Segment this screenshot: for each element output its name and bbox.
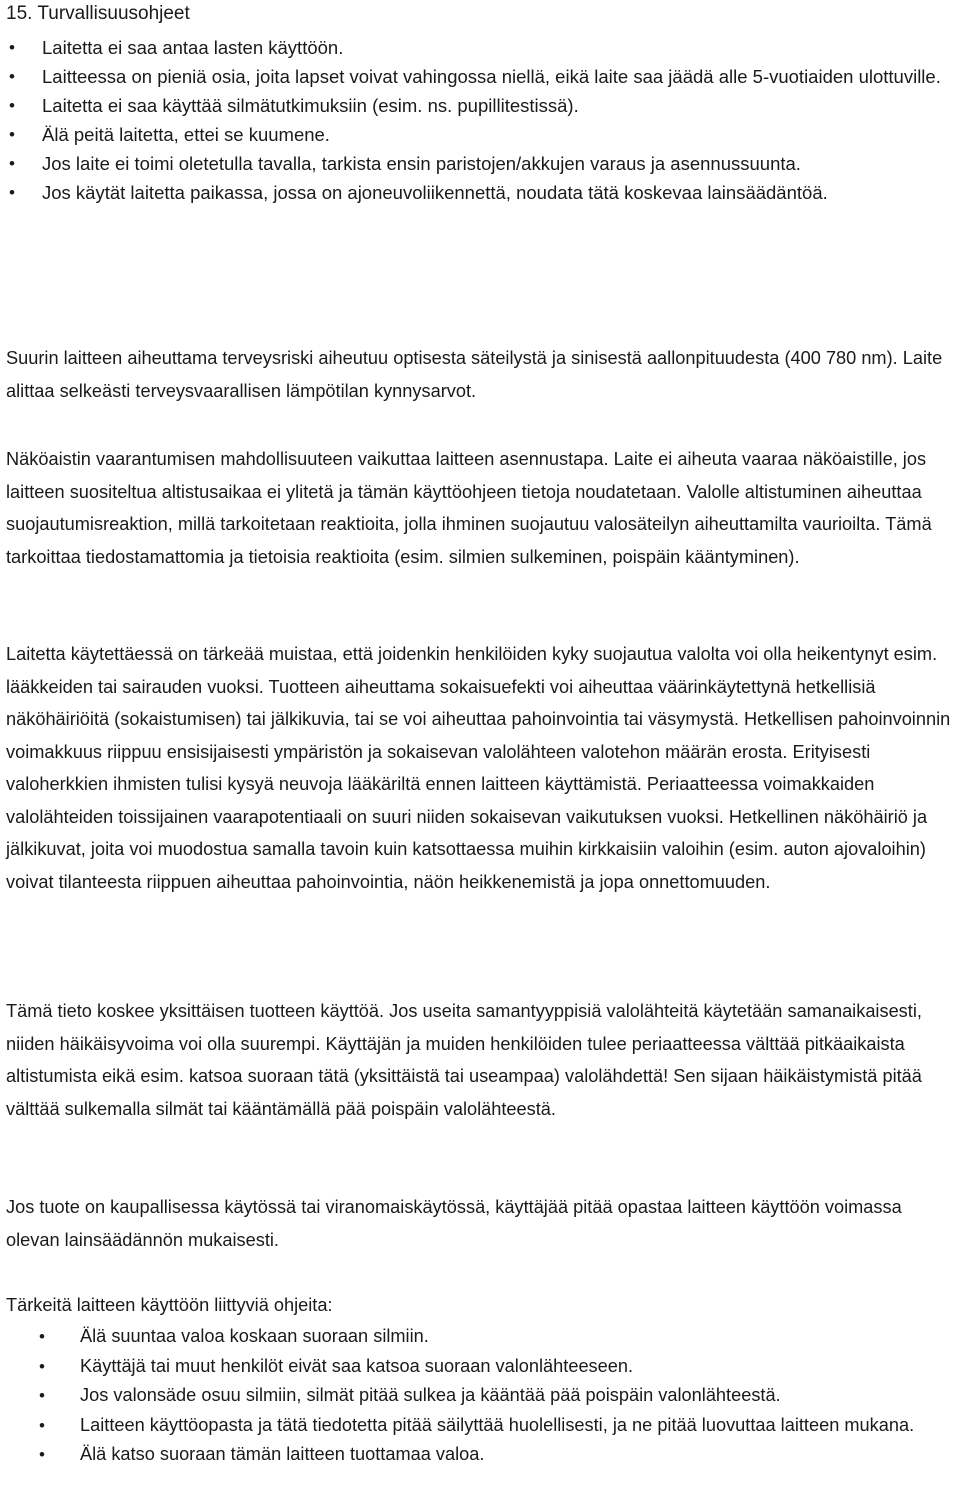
list-item	[0, 120, 960, 149]
list-item	[0, 149, 960, 178]
list-item	[0, 1322, 960, 1352]
glare-effects-paragraph: Laitetta käytettäessä on tärkeää muistaa, että joidenkin henkilöiden kyky suojautua valolta voi olla heikentynyt esim. lääkkeiden tai sairauden vuoksi. Tuotteen aiheuttama sokaisuefekti voi aiheuttaa väärinkäytettynä hetkellisiä näköhäiriöitä (sokaistumisen) tai jälkikuvia, tai se voi aiheuttaa pahoinvointia tai väsymystä. Hetkellisen pahoinvoinnin voimakkuus riippuu ensisijaisesti ympäristön ja sokaisevan valolähteen valotehon määrän erosta. Erityisesti valoherkkien ihmisten tulisi kysyä neuvoja lääkäriltä ennen laitteen käyttämistä. Periaatteessa voimakkaiden valolähteiden toissijainen vaarapotentiaali on suuri niiden sokaisevan vaikutuksen vuoksi. Hetkellinen näköhäiriö ja jälkikuvat, joita voi muodostua samalla tavoin kuin katsottaessa muihin kirkkaisiin valoihin (esim. auton ajovaloihin) voivat tilanteesta riippuen aiheuttaa pahoinvointia, näön heikkenemistä ja jopa onnettomuuden.	[6, 644, 951, 892]
list-item-text: Laitteessa on pieniä osia, joita lapset voivat vahingossa niellä, eikä laite saa jäädä alle 5-vuotiaiden ulottuville.	[42, 66, 941, 87]
multiple-sources-paragraph: Tämä tieto koskee yksittäisen tuotteen käyttöä. Jos useita samantyyppisiä valolähteitä käytetään samanaikaisesti, niiden häikäisyvoima voi olla suurempi. Käyttäjän ja muiden henkilöiden tulee periaatteessa välttää pitkäaikaista altistumista eikä esim. katsoa suoraan tätä (yksittäistä tai useampaa) valolähdettä! Sen sijaan häikäistymistä pitää välttää sulkemalla silmät tai kääntämällä pää poispäin valolähteestä.	[6, 1001, 922, 1119]
vision-risk-paragraph: Näköaistin vaarantumisen mahdollisuuteen vaikuttaa laitteen asennustapa. Laite ei aiheuta vaaraa näköaistille, jos laitteen suositeltua altistusaikaa ei ylitetä ja tämän käyttöohjeen tietoja noudatetaan. Valolle altistuminen aiheuttaa suojautumisreaktion, millä tarkoitetaan reaktioita, jolla ihminen suojautuu valosäteilyn aiheuttamilta vaurioilta. Tämä tarkoittaa tiedostamattomia ja tietoisia reaktioita (esim. silmien sulkeminen, poispäin kääntyminen).	[6, 449, 932, 567]
bullet-icon: •	[9, 96, 15, 115]
list-item-text: Älä katso suoraan tämän laitteen tuottamaa valoa.	[80, 1444, 485, 1464]
health-risk-paragraph: Suurin laitteen aiheuttama terveysriski aiheutuu optisesta säteilystä ja sinisestä aallonpituudesta (400 780 nm). Laite alittaa selkeästi terveysvaarallisen lämpötilan kynnysarvot.	[6, 348, 943, 401]
list-item	[0, 91, 960, 120]
bullet-icon: •	[39, 1386, 45, 1405]
list-item-text: Laitteen käyttöopasta ja tätä tiedotetta pitää säilyttää huolellisesti, ja ne pitää luovuttaa laitteen mukana.	[80, 1414, 915, 1435]
bullet-icon: •	[9, 125, 15, 144]
list-item	[0, 1352, 960, 1382]
list-item	[0, 33, 960, 62]
list-item	[0, 1381, 960, 1411]
list-item	[0, 62, 960, 91]
bullet-icon: •	[39, 1356, 45, 1376]
bullet-icon: •	[9, 154, 15, 173]
list-item-text: Jos valonsäde osuu silmiin, silmät pitää sulkea ja kääntää pää poispäin valonlähteestä.	[80, 1385, 781, 1405]
commercial-use-paragraph: Jos tuote on kaupallisessa käytössä tai viranomaiskäytössä, käyttäjää pitää opastaa laitteen käyttöön voimassa olevan lainsäädännön mukaisesti.	[6, 1197, 902, 1250]
list-item	[0, 1440, 960, 1470]
instructions-intro: Tärkeitä laitteen käyttöön liittyviä ohjeita:	[6, 1295, 333, 1315]
list-item	[0, 1411, 960, 1441]
list-item-text: Käyttäjä tai muut henkilöt eivät saa katsoa suoraan valonlähteeseen.	[80, 1355, 634, 1376]
bullet-icon: •	[39, 1415, 45, 1435]
list-item-text: Laitetta ei saa käyttää silmätutkimuksiin (esim. ns. pupillitestissä).	[42, 95, 579, 116]
bullet-icon: •	[39, 1445, 45, 1464]
list-item-text: Laitetta ei saa antaa lasten käyttöön.	[42, 37, 344, 58]
list-item	[0, 178, 960, 207]
list-item-text: Älä suuntaa valoa koskaan suoraan silmiin.	[80, 1326, 429, 1346]
list-item-text: Jos käytät laitetta paikassa, jossa on ajoneuvoliikennettä, noudata tätä koskevaa lainsäädäntöä.	[42, 182, 828, 203]
bullet-icon: •	[39, 1327, 45, 1346]
usage-instructions-list	[0, 1322, 960, 1470]
bullet-icon: •	[9, 38, 15, 57]
section-heading: 15. Turvallisuusohjeet	[6, 3, 190, 24]
list-item-text: Älä peitä laitetta, ettei se kuumene.	[42, 124, 330, 145]
bullet-icon: •	[9, 183, 15, 202]
list-item-text: Jos laite ei toimi oletetulla tavalla, tarkista ensin paristojen/akkujen varaus ja asennussuunta.	[42, 153, 801, 174]
bullet-icon: •	[9, 67, 15, 86]
safety-bullet-list	[0, 33, 960, 207]
